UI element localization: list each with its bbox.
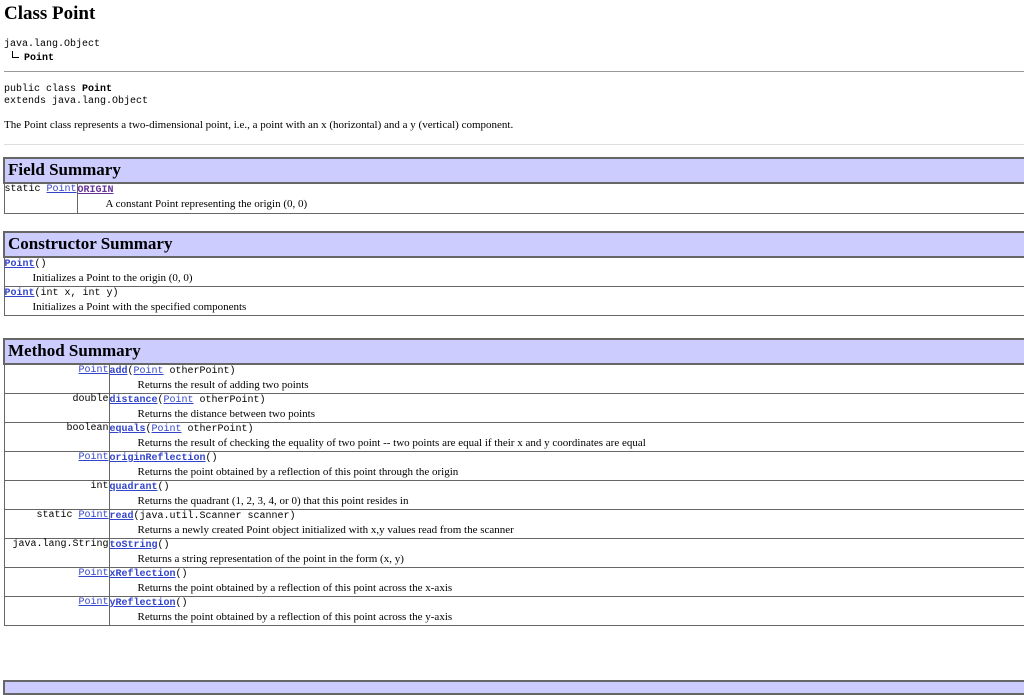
field-summary-table bbox=[3, 157, 1024, 214]
table-row bbox=[4, 481, 1024, 510]
method-detail-cell: originReflection() Returns the point obtained by a reflection of this point through the origin bbox=[109, 452, 1024, 481]
table-row bbox=[4, 394, 1024, 423]
return-type-link[interactable]: Point bbox=[78, 568, 108, 579]
field-name-link[interactable]: ORIGIN bbox=[78, 185, 114, 196]
field-type-link[interactable]: Point bbox=[47, 184, 77, 195]
method-name-link[interactable]: xReflection bbox=[110, 569, 176, 580]
method-detail-cell: add(Point otherPoint) Returns the result of adding two points bbox=[109, 364, 1024, 394]
page-title: Class Point bbox=[4, 3, 95, 25]
constructor-summary-table bbox=[3, 231, 1024, 316]
method-detail-cell: yReflection() Returns the point obtained by a reflection of this point across the y-axis bbox=[109, 597, 1024, 626]
constructor-summary-heading: Constructor Summary bbox=[4, 232, 1024, 257]
method-description: Returns a newly created Point object initialized with x,y values read from the scanner bbox=[110, 523, 1024, 537]
constructor-cell: Point() Initializes a Point to the origin (0, 0) bbox=[4, 257, 1024, 287]
method-return-type-cell bbox=[4, 481, 109, 510]
method-detail-cell: distance(Point otherPoint) Returns the distance between two points bbox=[109, 394, 1024, 423]
table-row bbox=[4, 257, 1024, 287]
table-row bbox=[4, 423, 1024, 452]
method-detail-cell: xReflection() Returns the point obtained by a reflection of this point across the x-axis bbox=[109, 568, 1024, 597]
method-name-link[interactable]: originReflection bbox=[110, 453, 206, 464]
return-type-link[interactable]: Point bbox=[78, 365, 108, 376]
method-name-link[interactable]: distance bbox=[110, 395, 158, 406]
tree-elbow-icon bbox=[12, 51, 19, 58]
divider bbox=[4, 71, 1024, 72]
return-type-link[interactable]: Point bbox=[78, 510, 108, 521]
method-description: Returns the result of checking the equality of two point -- two points are equal if their x and y coordinates are equal bbox=[110, 436, 1024, 450]
constructor-link[interactable]: Point bbox=[5, 259, 35, 270]
table-row bbox=[4, 539, 1024, 568]
param-type-link[interactable]: Point bbox=[152, 424, 182, 435]
method-description: Returns a string representation of the point in the form (x, y) bbox=[110, 552, 1024, 566]
method-name-link[interactable]: add bbox=[110, 366, 128, 377]
table-row bbox=[4, 597, 1024, 626]
table-row bbox=[4, 452, 1024, 481]
method-description: Returns the distance between two points bbox=[110, 407, 1024, 421]
method-summary-table bbox=[3, 338, 1024, 626]
method-description: Returns the quadrant (1, 2, 3, 4, or 0) that this point resides in bbox=[110, 494, 1024, 508]
table-row bbox=[4, 568, 1024, 597]
field-type-cell: static Point bbox=[4, 183, 77, 214]
class-declaration bbox=[4, 84, 148, 108]
method-detail-cell: equals(Point otherPoint) Returns the result of checking the equality of two point -- two points are equal if their x and y coordinates are equal bbox=[109, 423, 1024, 452]
method-name-link[interactable]: toString bbox=[110, 540, 158, 551]
method-name-link[interactable]: quadrant bbox=[110, 482, 158, 493]
method-detail-cell: toString() Returns a string representation of the point in the form (x, y) bbox=[109, 539, 1024, 568]
method-return-type-cell bbox=[4, 364, 109, 394]
param-type-link[interactable]: Point bbox=[164, 395, 194, 406]
method-modifier: double bbox=[72, 394, 108, 405]
param-type-link[interactable]: Point bbox=[134, 366, 164, 377]
method-description: Returns the point obtained by a reflection of this point through the origin bbox=[110, 465, 1024, 479]
declaration-extends: extends java.lang.Object bbox=[4, 96, 148, 108]
class-description: The Point class represents a two-dimensional point, i.e., a point with an x (horizontal) and a y (vertical) component. bbox=[4, 119, 513, 131]
method-description: Returns the point obtained by a reflection of this point across the y-axis bbox=[110, 610, 1024, 624]
field-detail-cell bbox=[77, 183, 1024, 214]
method-name-link[interactable]: read bbox=[110, 511, 134, 522]
method-description: Returns the point obtained by a reflection of this point across the x-axis bbox=[110, 581, 1024, 595]
hierarchy-parent: java.lang.Object bbox=[4, 38, 100, 51]
table-row bbox=[4, 287, 1024, 316]
method-return-type-cell bbox=[4, 510, 109, 539]
method-return-type-cell bbox=[4, 568, 109, 597]
method-modifier: int bbox=[90, 481, 108, 492]
hierarchy-child-row bbox=[4, 51, 100, 65]
constructor-cell: Point(int x, int y) Initializes a Point with the specified components bbox=[4, 287, 1024, 316]
field-description: A constant Point representing the origin (0, 0) bbox=[78, 197, 1024, 211]
method-return-type-cell bbox=[4, 539, 109, 568]
class-hierarchy bbox=[4, 38, 100, 65]
next-summary-heading bbox=[4, 681, 1024, 694]
constructor-description: Initializes a Point to the origin (0, 0) bbox=[5, 271, 1024, 285]
field-summary-heading: Field Summary bbox=[4, 158, 1024, 183]
constructor-description: Initializes a Point with the specified components bbox=[5, 300, 1024, 314]
declaration-prefix: public class bbox=[4, 84, 82, 95]
method-return-type-cell bbox=[4, 423, 109, 452]
method-detail-cell: read(java.util.Scanner scanner) Returns a newly created Point object initialized with x,y values read from the scanner bbox=[109, 510, 1024, 539]
return-type-link[interactable]: Point bbox=[78, 452, 108, 463]
method-return-type-cell bbox=[4, 452, 109, 481]
method-return-type-cell bbox=[4, 394, 109, 423]
method-name-link[interactable]: yReflection bbox=[110, 598, 176, 609]
constructor-link[interactable]: Point bbox=[5, 288, 35, 299]
declaration-class-name: Point bbox=[82, 84, 112, 95]
table-row bbox=[4, 510, 1024, 539]
divider bbox=[4, 144, 1024, 145]
table-row bbox=[4, 364, 1024, 394]
return-type-link[interactable]: Point bbox=[78, 597, 108, 608]
method-detail-cell: quadrant() Returns the quadrant (1, 2, 3, 4, or 0) that this point resides in bbox=[109, 481, 1024, 510]
method-modifier: java.lang.String bbox=[12, 539, 108, 550]
method-description: Returns the result of adding two points bbox=[110, 378, 1024, 392]
table-row bbox=[4, 183, 1024, 214]
method-return-type-cell bbox=[4, 597, 109, 626]
next-summary-table bbox=[3, 680, 1024, 695]
hierarchy-child: Point bbox=[24, 53, 54, 64]
method-modifier: static bbox=[36, 510, 78, 521]
method-modifier: boolean bbox=[66, 423, 108, 434]
method-name-link[interactable]: equals bbox=[110, 424, 146, 435]
method-summary-heading: Method Summary bbox=[4, 339, 1024, 364]
